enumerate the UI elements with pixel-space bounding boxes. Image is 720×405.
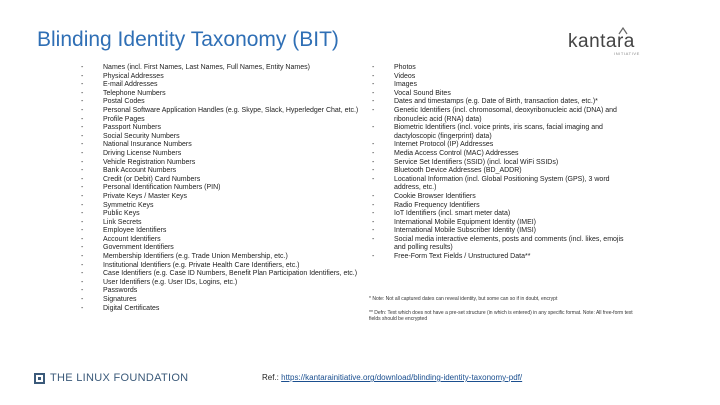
list-item: - Videos — [372, 73, 632, 82]
list-item: - Social Security Numbers — [81, 133, 361, 142]
logo-subtitle: INITIATIVE — [614, 51, 640, 56]
list-item: - Driving License Numbers — [81, 150, 361, 159]
reference-prefix: Ref.: — [262, 373, 282, 382]
linux-foundation-icon — [34, 373, 45, 384]
list-item: - Profile Pages — [81, 116, 361, 125]
list-item: - E-mail Addresses — [81, 81, 361, 90]
linux-foundation-wordmark: THE LINUX FOUNDATION — [50, 372, 189, 384]
list-item: - Credit (or Debit) Card Numbers — [81, 176, 361, 185]
list-item: - Physical Addresses — [81, 73, 361, 82]
list-item: - Genetic Identifiers (incl. chromosomal, deoxyribonucleic acid (DNA) and ribonucleic acid (RNA) data) — [372, 107, 632, 124]
list-item: - Radio Frequency Identifiers — [372, 202, 632, 211]
footnote-freeform: ** Defn: Text which does not have a pre-set structure (in which is entered) in any specific format. Note: All free-form text fields should be encrypted — [369, 309, 633, 323]
list-item: - Images — [372, 81, 632, 90]
logo-wordmark: kantara — [568, 31, 635, 52]
list-item: - Cookie Browser Identifiers — [372, 193, 632, 202]
list-item: - Service Set Identifiers (SSID) (incl. local WiFi SSIDs) — [372, 159, 632, 168]
list-item: - Account Identifiers — [81, 236, 361, 245]
list-item: - Institutional Identifiers (e.g. Private Health Care Identifiers, etc.) — [81, 262, 361, 271]
footnotes — [369, 296, 639, 330]
list-item: - Symmetric Keys — [81, 202, 361, 211]
list-item: - Names (incl. First Names, Last Names, Full Names, Entity Names) — [81, 64, 361, 73]
list-item: - Case Identifiers (e.g. Case ID Numbers, Benefit Plan Participation Identifiers, etc.) — [81, 270, 361, 279]
list-item: - Bluetooth Device Addresses (BD_ADDR) — [372, 167, 632, 176]
list-item: - Free-Form Text Fields / Unstructured Data** — [372, 253, 632, 262]
list-item: - Locational Information (incl. Global Positioning System (GPS), 3 word address, etc.) — [372, 176, 632, 193]
list-item: - Internet Protocol (IP) Addresses — [372, 141, 632, 150]
list-item: - Vocal Sound Bites — [372, 90, 632, 99]
reference-line — [262, 373, 522, 382]
list-item: - International Mobile Equipment Identity (IMEI) — [372, 219, 632, 228]
list-item: - Telephone Numbers — [81, 90, 361, 99]
list-item: - Passport Numbers — [81, 124, 361, 133]
list-item: - Personal Identification Numbers (PIN) — [81, 184, 361, 193]
list-item: - Vehicle Registration Numbers — [81, 159, 361, 168]
list-item: - Membership Identifiers (e.g. Trade Union Membership, etc.) — [81, 253, 361, 262]
list-item: - Private Keys / Master Keys — [81, 193, 361, 202]
kantara-logo-icon — [618, 27, 628, 35]
list-item: - Public Keys — [81, 210, 361, 219]
slide-title: Blinding Identity Taxonomy (BIT) — [37, 28, 339, 51]
list-item: - Biometric Identifiers (incl. voice prints, iris scans, facial imaging and dactyloscopic (fingerprint) data) — [372, 124, 632, 141]
list-item: - Passwords — [81, 287, 361, 296]
reference-link[interactable]: https://kantarainitiative.org/download/blinding-identity-taxonomy-pdf/ — [281, 373, 523, 382]
list-item: - National Insurance Numbers — [81, 141, 361, 150]
list-item: - Link Secrets — [81, 219, 361, 228]
list-item: - Media Access Control (MAC) Addresses — [372, 150, 632, 159]
list-item: - User Identifiers (e.g. User IDs, Logins, etc.) — [81, 279, 361, 288]
right-identifier-list — [372, 64, 632, 262]
list-item: - Dates and timestamps (e.g. Date of Birth, transaction dates, etc.)* — [372, 98, 632, 107]
list-item: - Social media interactive elements, posts and comments (incl. likes, emojis and polling results) — [372, 236, 632, 253]
left-identifier-list — [81, 64, 361, 313]
footnote-dates: * Note: Not all captured dates can reveal identity, but some can so if in doubt, encrypt — [369, 296, 558, 302]
list-item: - Postal Codes — [81, 98, 361, 107]
list-item: - Photos — [372, 64, 632, 73]
list-item: - Bank Account Numbers — [81, 167, 361, 176]
list-item: - International Mobile Subscriber Identity (IMSI) — [372, 227, 632, 236]
kantara-logo — [568, 27, 688, 57]
list-item: - Signatures — [81, 296, 361, 305]
linux-foundation-logo — [34, 372, 188, 384]
list-item: - Government Identifiers — [81, 244, 361, 253]
list-item: - IoT Identifiers (incl. smart meter data) — [372, 210, 632, 219]
list-item: - Digital Certificates — [81, 305, 361, 314]
list-item: - Employee Identifiers — [81, 227, 361, 236]
list-item: - Personal Software Application Handles (e.g. Skype, Slack, Hyperledger Chat, etc.) — [81, 107, 361, 116]
